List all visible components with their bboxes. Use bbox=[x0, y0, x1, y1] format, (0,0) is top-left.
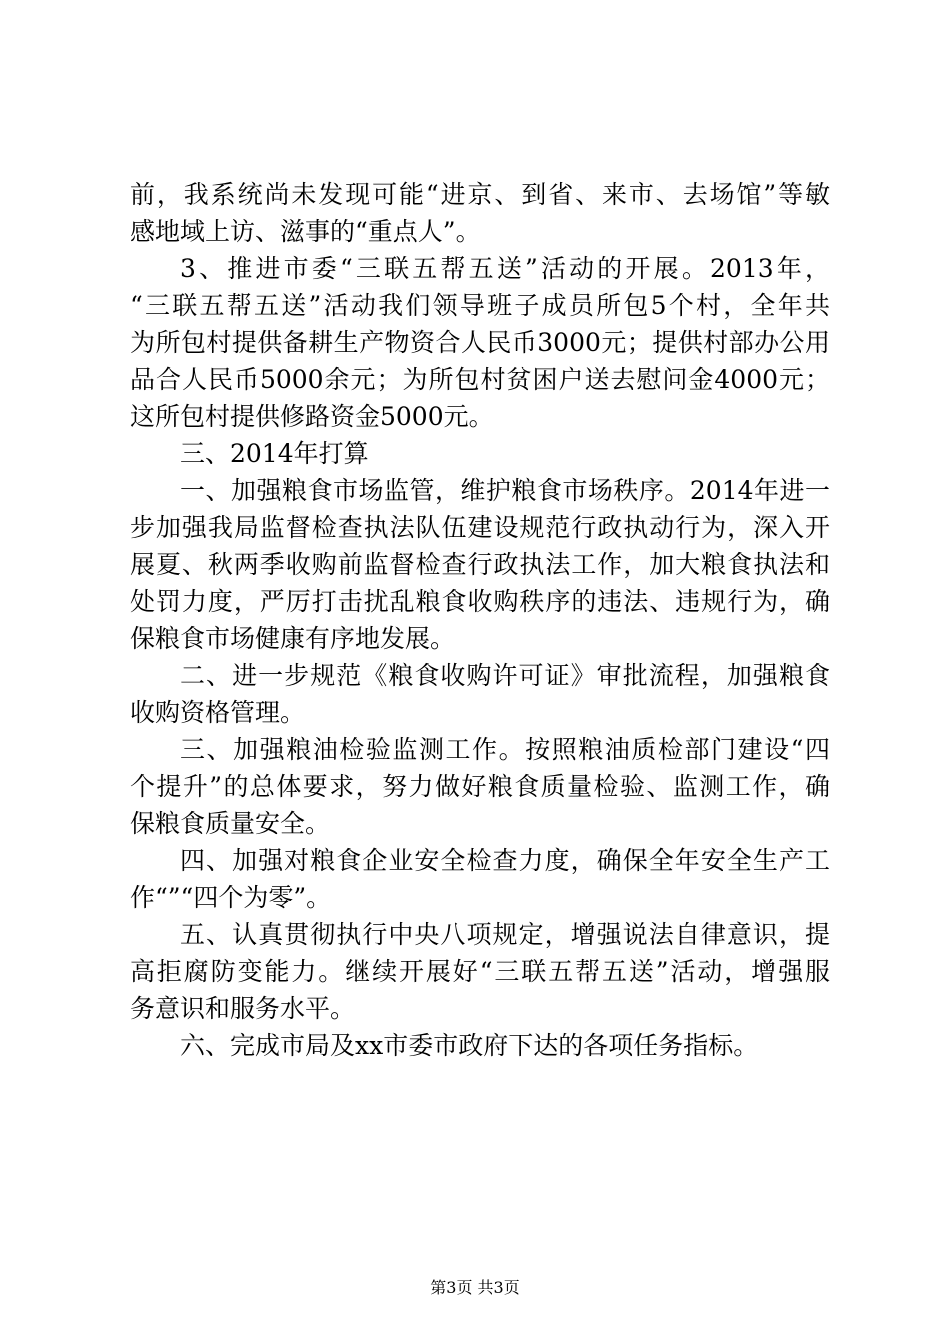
text-line: 四、加强对粮食企业安全检查力度，确保全年安全生产工 bbox=[180, 846, 830, 875]
text-line: 作“”“四个为零”。 bbox=[130, 883, 332, 912]
text-line: 处罚力度，严厉打击扰乱粮食收购秩序的违法、违规行为，确 bbox=[130, 587, 830, 616]
text-line: 这所包村提供修路资金5000元。 bbox=[130, 402, 494, 431]
text-line: 步加强我局监督检查执法队伍建设规范行政执动行为，深入开 bbox=[130, 513, 830, 542]
text-line: 个提升”的总体要求，努力做好粮食质量检验、监测工作，确 bbox=[130, 772, 830, 801]
page-footer: 第3页 共3页 bbox=[430, 1278, 520, 1297]
text-line: 感地域上访、滋事的“重点人”。 bbox=[130, 217, 481, 246]
text-line: 3、推进市委“三联五帮五送”活动的开展。2013年， bbox=[180, 254, 830, 283]
text-line: 六、完成市局及xx市委市政府下达的各项任务指标。 bbox=[180, 1031, 759, 1060]
text-line: 二、进一步规范《粮食收购许可证》审批流程，加强粮食 bbox=[180, 661, 830, 690]
text-line: 前，我系统尚未发现可能“进京、到省、来市、去场馆”等敏 bbox=[130, 180, 830, 209]
text-line: 高拒腐防变能力。继续开展好“三联五帮五送”活动，增强服 bbox=[130, 957, 830, 986]
document-body bbox=[130, 176, 830, 1064]
text-line: 为所包村提供备耕生产物资合人民币3000元；提供村部办公用 bbox=[130, 328, 830, 357]
text-line: 五、认真贯彻执行中央八项规定，增强说法自律意识，提 bbox=[180, 920, 830, 949]
text-line: 三、加强粮油检验监测工作。按照粮油质检部门建设“四 bbox=[180, 735, 830, 764]
text-line: 一、加强粮食市场监管，维护粮食市场秩序。2014年进一 bbox=[180, 476, 830, 505]
text-line: 务意识和服务水平。 bbox=[130, 994, 356, 1023]
text-line: 展夏、秋两季收购前监督检查行政执法工作，加大粮食执法和 bbox=[130, 550, 830, 579]
text-line: 保粮食质量安全。 bbox=[130, 809, 331, 838]
text-line: 保粮食市场健康有序地发展。 bbox=[130, 624, 456, 653]
text-line: 收购资格管理。 bbox=[130, 698, 306, 727]
text-line: 品合人民币5000余元；为所包村贫困户送去慰问金4000元； bbox=[130, 365, 830, 394]
text-line: 三、2014年打算 bbox=[180, 439, 369, 468]
text-line: “三联五帮五送”活动我们领导班子成员所包5个村，全年共 bbox=[130, 291, 830, 320]
